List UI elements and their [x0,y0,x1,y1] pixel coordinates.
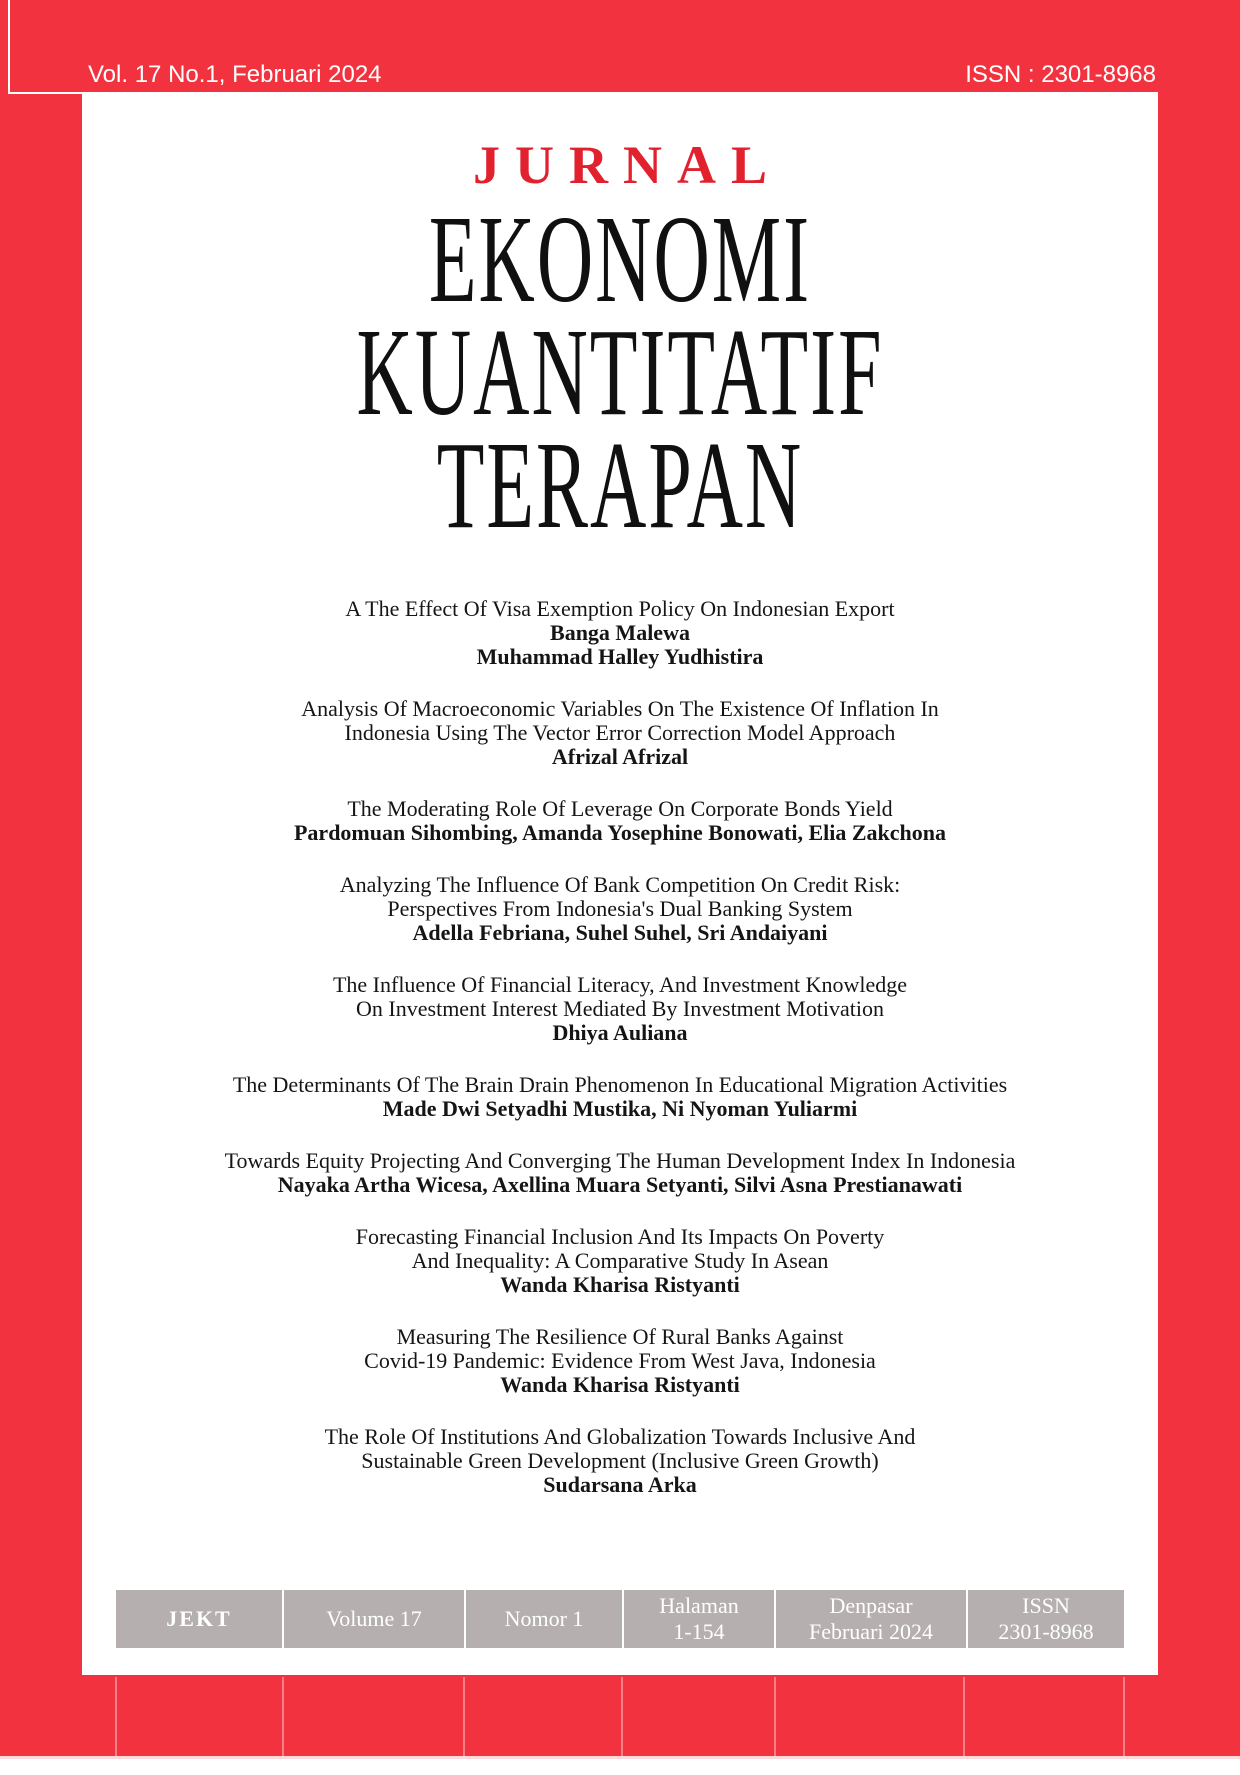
article-entry [82,1325,1158,1397]
article-author-line: Adella Febriana, Suhel Suhel, Sri Andaiyani [412,920,828,945]
footer-cell-line: Halaman [659,1593,739,1618]
column-guide-line [774,1677,776,1756]
journal-title-line: TERAPAN [436,414,804,555]
article-title-line: Indonesia Using The Vector Error Correction Model Approach [344,720,896,745]
article-title-line: Perspectives From Indonesia's Dual Banking System [387,896,853,921]
article-author-line: Muhammad Halley Yudhistira [476,644,764,669]
article-entry [82,1225,1158,1297]
article-title-line: Analyzing The Influence Of Bank Competition On Credit Risk: [339,872,901,897]
article-author-line: Afrizal Afrizal [551,744,689,769]
bottom-white-strip [0,1759,1240,1775]
column-guide-line [463,1677,465,1756]
footer-cell-line: Nomor 1 [504,1606,584,1631]
article-entry [82,697,1158,769]
footer-cell [284,1590,464,1648]
article-entry [82,597,1158,669]
column-guide-line [963,1677,965,1756]
article-entry [82,1425,1158,1497]
column-guide-line [1123,1677,1125,1756]
article-title-line: A The Effect Of Visa Exemption Policy On Indonesian Export [345,596,895,621]
top-border-vertical-line [8,0,10,93]
article-author-line: Made Dwi Setyadhi Mustika, Ni Nyoman Yuliarmi [382,1096,858,1121]
article-author-line: Nayaka Artha Wicesa, Axellina Muara Setyanti, Silvi Asna Prestianawati [277,1172,963,1197]
article-author-line: Dhiya Auliana [552,1020,688,1045]
article-title-line: Sustainable Green Development (Inclusive Green Growth) [361,1448,879,1473]
article-entry [82,797,1158,845]
article-title-line: Measuring The Resilience Of Rural Banks Against [396,1324,844,1349]
article-author-line: Wanda Kharisa Ristyanti [500,1272,740,1297]
footer-cell [116,1590,282,1648]
footer-cell-line: Volume 17 [326,1606,422,1631]
article-title-line: And Inequality: A Comparative Study In Asean [411,1248,829,1273]
table-of-contents [82,597,1158,1497]
article-title-line: Analysis Of Macroeconomic Variables On The Existence Of Inflation In [301,696,939,721]
footer-cell-line: 1-154 [673,1619,725,1644]
journal-title-line: KUANTITATIF [356,301,884,442]
article-author-line: Pardomuan Sihombing, Amanda Yosephine Bonowati, Elia Zakchona [293,820,947,845]
article-title-line: The Influence Of Financial Literacy, And Investment Knowledge [332,972,908,997]
footer-cell-line: 2301-8968 [998,1619,1094,1644]
cover-page [82,94,1158,1675]
article-title-line: The Role Of Institutions And Globalization Towards Inclusive And [324,1424,916,1449]
article-entry [82,873,1158,945]
footer-cell [624,1590,774,1648]
footer-cell-line: Februari 2024 [808,1619,934,1644]
article-author-line: Sudarsana Arka [543,1472,697,1497]
article-title-line: Towards Equity Projecting And Converging The Human Development Index In Indonesia [224,1148,1016,1173]
footer-cell [968,1590,1124,1648]
header-volume-text: Vol. 17 No.1, Februari 2024 [88,61,382,88]
header-issn-text: ISSN : 2301-8968 [965,61,1156,88]
column-guide-line [282,1677,284,1756]
footer-cell [466,1590,622,1648]
article-entry [82,973,1158,1045]
article-title-line: On Investment Interest Mediated By Investment Motivation [356,996,884,1021]
journal-title [82,188,1158,555]
article-author-line: Wanda Kharisa Ristyanti [500,1372,740,1397]
footer-table [116,1590,1124,1648]
journal-kicker: JURNAL [472,135,782,195]
article-title-line: The Determinants Of The Brain Drain Phenomenon In Educational Migration Activities [232,1072,1008,1097]
footer-cell-line: JEKT [166,1606,232,1631]
article-title-line: Covid-19 Pandemic: Evidence From West Java, Indonesia [364,1348,876,1373]
footer-cell-line: ISSN [1022,1593,1070,1618]
column-guide-line [115,1677,117,1756]
footer-cell [776,1590,966,1648]
footer-cell-line: Denpasar [829,1593,913,1618]
article-entry [82,1149,1158,1197]
column-guide-line [621,1677,623,1756]
journal-title-line: EKONOMI [428,188,812,329]
article-title-line: Forecasting Financial Inclusion And Its Impacts On Poverty [355,1224,885,1249]
article-title-line: The Moderating Role Of Leverage On Corporate Bonds Yield [347,796,893,821]
masthead [82,94,1158,555]
article-author-line: Banga Malewa [550,620,690,645]
article-entry [82,1073,1158,1121]
